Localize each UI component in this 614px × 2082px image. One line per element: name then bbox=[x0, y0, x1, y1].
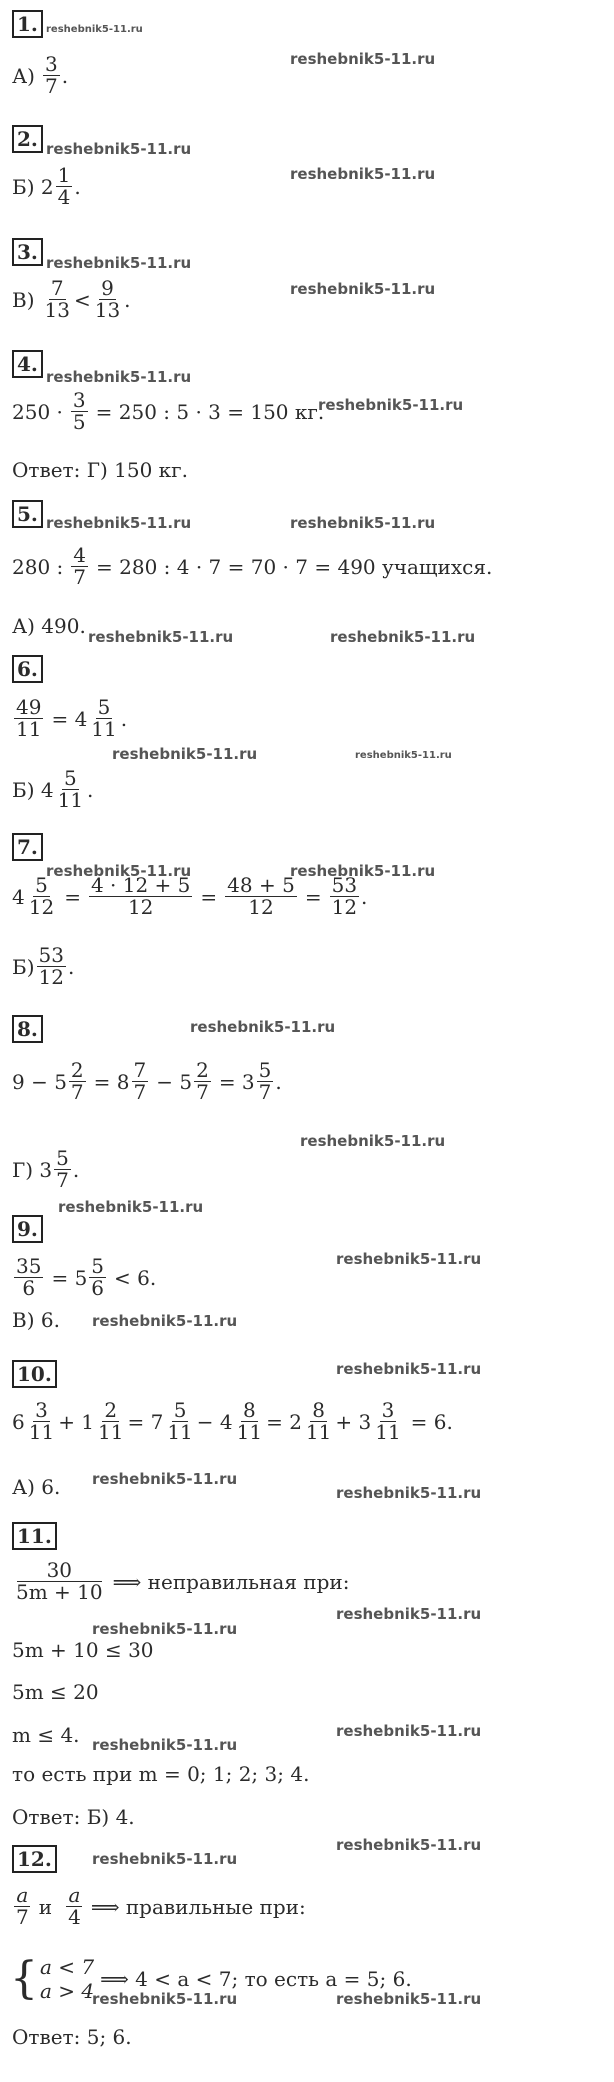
problem-number-6: 6. bbox=[12, 655, 43, 683]
watermark: reshebnik5-11.ru bbox=[336, 1836, 482, 1854]
denominator: 7 bbox=[133, 1080, 147, 1104]
expression: ⟹ 4 < a < 7; то есть a = 5; 6. bbox=[100, 1967, 412, 1991]
whole-part: − 4 bbox=[196, 1409, 233, 1434]
numerator: 7 bbox=[50, 276, 64, 300]
inequality-3: m ≤ 4. bbox=[12, 1723, 80, 1747]
whole-part: = 7 bbox=[127, 1409, 164, 1434]
operator: < bbox=[73, 287, 91, 312]
fraction bbox=[14, 1256, 43, 1299]
answer-letter: Б) bbox=[12, 954, 35, 979]
solution-10 bbox=[12, 1400, 453, 1443]
watermark: reshebnik5-11.ru bbox=[112, 745, 258, 763]
problem-number-1: 1. bbox=[12, 10, 43, 38]
numerator: 3 bbox=[35, 1398, 48, 1422]
watermark: reshebnik5-11.ru bbox=[46, 24, 143, 35]
period: . bbox=[124, 287, 131, 312]
watermark: reshebnik5-11.ru bbox=[290, 165, 436, 183]
watermark: reshebnik5-11.ru bbox=[290, 50, 436, 68]
denominator: 7 bbox=[44, 74, 58, 98]
period: . bbox=[87, 777, 94, 802]
fraction bbox=[132, 1060, 149, 1103]
numerator: 35 bbox=[16, 1254, 42, 1278]
denominator: 13 bbox=[44, 298, 70, 322]
fraction bbox=[14, 1560, 105, 1603]
fraction bbox=[304, 1400, 333, 1443]
expression: 9 − 5 bbox=[12, 1069, 67, 1094]
answer-7: Б) $\frac{53}{12}$ . bbox=[12, 943, 75, 989]
watermark: reshebnik5-11.ru bbox=[46, 368, 192, 386]
problem-number-3: 3. bbox=[12, 238, 43, 266]
numerator: 9 bbox=[101, 276, 114, 300]
watermark: reshebnik5-11.ru bbox=[355, 750, 452, 761]
numerator: 2 bbox=[70, 1058, 84, 1082]
fraction bbox=[373, 1400, 402, 1443]
watermark: reshebnik5-11.ru bbox=[92, 1470, 238, 1488]
answer-letter: Б) 4 bbox=[12, 777, 54, 802]
problem-number-4: 4. bbox=[12, 350, 43, 378]
denominator: 11 bbox=[167, 1420, 193, 1444]
watermark: reshebnik5-11.ru bbox=[92, 1990, 238, 2008]
denominator: 12 bbox=[28, 895, 55, 919]
fraction bbox=[27, 875, 56, 918]
numerator: 7 bbox=[133, 1058, 147, 1082]
answer-letter: Б) 2 bbox=[12, 174, 54, 199]
fraction bbox=[56, 165, 73, 208]
watermark: reshebnik5-11.ru bbox=[46, 514, 192, 532]
answer-2 bbox=[12, 165, 81, 208]
denominator: 11 bbox=[28, 1420, 55, 1444]
problem-number-10: 10. bbox=[12, 1360, 57, 1388]
denominator: 12 bbox=[127, 895, 154, 919]
watermark: reshebnik5-11.ru bbox=[336, 1360, 482, 1378]
denominator: 11 bbox=[57, 788, 84, 812]
denominator: 5 bbox=[72, 410, 86, 434]
solution-12 bbox=[12, 1885, 306, 1928]
answer-5: А) 490. bbox=[12, 614, 86, 638]
numerator: 5 bbox=[173, 1398, 187, 1422]
numerator bbox=[14, 1885, 30, 1907]
numerator: 1 bbox=[57, 163, 71, 187]
denominator: 7 bbox=[196, 1080, 209, 1104]
fraction bbox=[165, 1400, 194, 1443]
watermark: reshebnik5-11.ru bbox=[336, 1605, 482, 1623]
fraction bbox=[89, 875, 192, 918]
answer-11: Ответ: Б) 4. bbox=[12, 1805, 135, 1829]
denominator: 7 bbox=[73, 565, 87, 589]
fraction bbox=[69, 1060, 86, 1103]
fraction bbox=[43, 54, 60, 97]
fraction bbox=[43, 278, 72, 321]
expression: − 5 bbox=[156, 1069, 193, 1094]
problem-number-9: 9. bbox=[12, 1215, 43, 1243]
numerator: 8 bbox=[312, 1398, 326, 1422]
fraction bbox=[330, 875, 359, 918]
watermark: reshebnik5-11.ru bbox=[88, 628, 234, 646]
expression: ⟹ неправильная при: bbox=[112, 1569, 350, 1594]
numerator: 2 bbox=[196, 1058, 209, 1082]
answer-1 bbox=[12, 54, 68, 97]
numerator: 4 bbox=[73, 543, 87, 567]
fraction bbox=[257, 1060, 274, 1103]
denominator: 11 bbox=[375, 1420, 401, 1444]
fraction bbox=[54, 1148, 71, 1191]
variable: a bbox=[16, 1883, 29, 1907]
condition: a > 4 bbox=[40, 1979, 95, 2003]
problem-number-7: 7. bbox=[12, 833, 43, 861]
conclusion-11: то есть при m = 0; 1; 2; 3; 4. bbox=[12, 1762, 310, 1786]
problem-number-12: 12. bbox=[12, 1845, 57, 1873]
watermark: reshebnik5-11.ru bbox=[336, 1250, 482, 1268]
fraction bbox=[14, 697, 43, 740]
denominator: 6 bbox=[91, 1276, 105, 1300]
numerator: 5 bbox=[258, 1058, 272, 1082]
denominator: 4 bbox=[57, 185, 71, 209]
watermark: reshebnik5-11.ru bbox=[336, 1484, 482, 1502]
condition: a < 7 bbox=[40, 1955, 95, 1979]
denominator: 7 bbox=[258, 1080, 272, 1104]
watermark: reshebnik5-11.ru bbox=[58, 1198, 204, 1216]
problem-number-2: 2. bbox=[12, 125, 43, 153]
numerator: 53 bbox=[331, 873, 358, 897]
solution-8: 9 − 5 $\frac{2}{7}$ = 8 $\frac{7}{7}$ − 5 $\frac{2}{7}$ = 3 $\frac{5}{7}$ . bbox=[12, 1058, 282, 1104]
numerator: 30 bbox=[17, 1560, 102, 1582]
numerator: 2 bbox=[104, 1398, 118, 1422]
answer-4: Ответ: Г) 150 кг. bbox=[12, 458, 188, 482]
whole-part: = 2 bbox=[266, 1409, 302, 1434]
denominator: 6 bbox=[22, 1276, 36, 1300]
watermark: reshebnik5-11.ru bbox=[336, 1722, 482, 1740]
watermark: reshebnik5-11.ru bbox=[318, 396, 464, 414]
inequality-1: 5m + 10 ≤ 30 bbox=[12, 1638, 154, 1662]
answer-letter: В) bbox=[12, 287, 35, 312]
solution-7: 4 $\frac{5}{12}$ = $\frac{4 \cdot 12 + 5}{12}$ = $\frac{48 + 5}{12}$ = $\frac{53}{12}$ . bbox=[12, 873, 368, 919]
expression: = 4 bbox=[51, 706, 88, 731]
expression: = 8 bbox=[93, 1069, 130, 1094]
numerator: 8 bbox=[242, 1398, 256, 1422]
brace: { bbox=[10, 1953, 38, 2004]
watermark: reshebnik5-11.ru bbox=[46, 140, 192, 158]
watermark: reshebnik5-11.ru bbox=[190, 1018, 336, 1036]
numerator bbox=[66, 1885, 82, 1907]
watermark: reshebnik5-11.ru bbox=[336, 1990, 482, 2008]
watermark: reshebnik5-11.ru bbox=[92, 1620, 238, 1638]
numerator: 5 bbox=[91, 1254, 105, 1278]
expression: = 250 : 5 · 3 = 150 кг. bbox=[95, 399, 325, 424]
denominator: 12 bbox=[38, 965, 64, 989]
answer-12: Ответ: 5; 6. bbox=[12, 2025, 132, 2049]
denominator: 11 bbox=[236, 1420, 263, 1444]
numerator: 3 bbox=[381, 1398, 395, 1422]
fraction bbox=[235, 1400, 264, 1443]
solution-4 bbox=[12, 390, 324, 433]
denominator: 7 bbox=[70, 1080, 84, 1104]
watermark: reshebnik5-11.ru bbox=[92, 1736, 238, 1754]
inequality-2: 5m ≤ 20 bbox=[12, 1680, 99, 1704]
denominator: 11 bbox=[98, 1420, 124, 1444]
watermark: reshebnik5-11.ru bbox=[92, 1312, 238, 1330]
numerator: 49 bbox=[16, 695, 42, 719]
expression: 250 · bbox=[12, 399, 63, 424]
answer-letter: А) bbox=[12, 63, 35, 88]
variable: a bbox=[68, 1883, 81, 1907]
watermark: reshebnik5-11.ru bbox=[46, 254, 192, 272]
watermark: reshebnik5-11.ru bbox=[330, 628, 476, 646]
period: . bbox=[74, 174, 81, 199]
fraction bbox=[66, 1885, 83, 1928]
watermark: reshebnik5-11.ru bbox=[290, 514, 436, 532]
numerator: 3 bbox=[72, 388, 86, 412]
numerator: 4 · 12 + 5 bbox=[90, 873, 191, 897]
expression: ⟹ правильные при: bbox=[90, 1894, 306, 1919]
numerator: 5 bbox=[63, 766, 77, 790]
whole-part: + 1 bbox=[58, 1409, 95, 1434]
numerator: 3 bbox=[44, 52, 58, 76]
fraction bbox=[37, 945, 66, 988]
numerator: 5 bbox=[35, 873, 48, 897]
expression: 280 : bbox=[12, 554, 64, 579]
fraction bbox=[27, 1400, 56, 1443]
denominator: 7 bbox=[16, 1905, 29, 1929]
solution-5 bbox=[12, 545, 492, 588]
expression: = 280 : 4 · 7 = 70 · 7 = 490 учащихся. bbox=[96, 554, 493, 579]
problem-number-8: 8. bbox=[12, 1015, 43, 1043]
expression: < 6. bbox=[114, 1265, 157, 1290]
solution-11 bbox=[12, 1560, 350, 1603]
watermark: reshebnik5-11.ru bbox=[92, 1850, 238, 1868]
problem-number-5: 5. bbox=[12, 500, 43, 528]
fraction bbox=[96, 1400, 125, 1443]
answer-9: В) 6. bbox=[12, 1308, 60, 1332]
numerator: 5 bbox=[97, 695, 111, 719]
numerator: 5 bbox=[56, 1146, 69, 1170]
denominator: 12 bbox=[331, 895, 358, 919]
period: . bbox=[120, 706, 128, 731]
watermark: reshebnik5-11.ru bbox=[46, 862, 192, 880]
numerator: 48 + 5 bbox=[227, 873, 295, 897]
denominator: 11 bbox=[91, 717, 117, 741]
whole-part: + 3 bbox=[335, 1409, 372, 1434]
denominator: 5m + 10 bbox=[16, 1580, 103, 1604]
solution-9 bbox=[12, 1256, 156, 1299]
watermark: reshebnik5-11.ru bbox=[290, 280, 436, 298]
denominator: 7 bbox=[56, 1168, 69, 1192]
solution-6 bbox=[12, 697, 127, 740]
denominator: 11 bbox=[16, 717, 42, 741]
watermark: reshebnik5-11.ru bbox=[290, 862, 436, 880]
problem-number-11: 11. bbox=[12, 1522, 57, 1550]
system-lines bbox=[40, 1955, 94, 2003]
conjunction: и bbox=[38, 1894, 53, 1919]
expression: = 3 bbox=[218, 1069, 255, 1094]
watermark: reshebnik5-11.ru bbox=[300, 1132, 446, 1150]
denominator: 12 bbox=[248, 895, 274, 919]
answer-3 bbox=[12, 278, 131, 321]
denominator: 11 bbox=[305, 1420, 332, 1444]
fraction bbox=[14, 1885, 31, 1928]
fraction bbox=[194, 1060, 211, 1103]
fraction bbox=[225, 875, 297, 918]
numerator: 53 bbox=[38, 943, 64, 967]
whole-part: 4 bbox=[12, 884, 25, 909]
denominator: 13 bbox=[94, 298, 121, 322]
answer-6 bbox=[12, 768, 93, 811]
expression: = 6. bbox=[410, 1409, 453, 1434]
denominator: 4 bbox=[68, 1905, 81, 1929]
expression: = 5 bbox=[51, 1265, 88, 1290]
fraction bbox=[71, 545, 88, 588]
fraction bbox=[56, 768, 85, 811]
fraction bbox=[71, 390, 88, 433]
fraction bbox=[89, 697, 118, 740]
answer-8: Г) 3 $\frac{5}{7}$ . bbox=[12, 1146, 80, 1192]
answer-letter: Г) 3 bbox=[12, 1157, 53, 1182]
fraction bbox=[89, 1256, 106, 1299]
whole-part: 6 bbox=[12, 1409, 25, 1434]
answer-10: А) 6. bbox=[12, 1475, 61, 1499]
fraction bbox=[93, 278, 122, 321]
period: . bbox=[61, 63, 69, 88]
